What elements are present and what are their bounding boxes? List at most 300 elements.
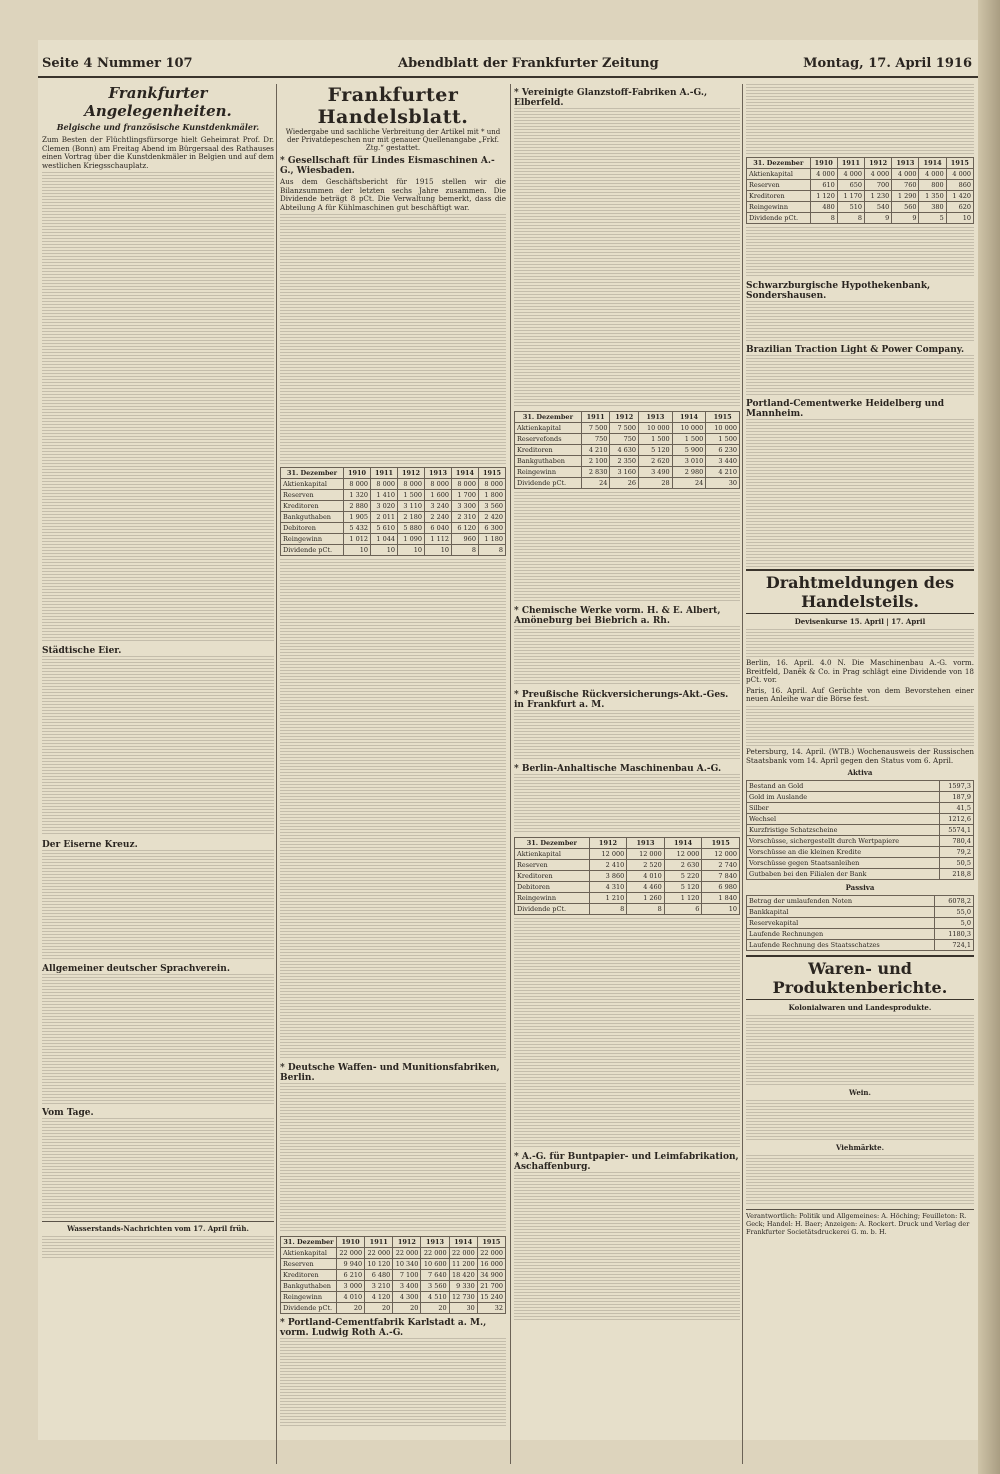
- table-cell: Aktienkapital: [281, 479, 344, 490]
- balance-table-dwm: [280, 1236, 506, 1314]
- table-cell: 3 400: [393, 1281, 421, 1292]
- table-cell: 4 120: [365, 1292, 393, 1303]
- table-cell: Reserven: [281, 490, 344, 501]
- table-cell: 41,5: [939, 803, 973, 814]
- table-cell: 2 740: [702, 860, 740, 871]
- table-header-row: [281, 468, 506, 479]
- table-cell: 1 420: [946, 191, 973, 202]
- table-cell: 20: [365, 1303, 393, 1314]
- table-header-cell: 31. Dezember: [281, 468, 344, 479]
- table-row: [747, 918, 974, 929]
- table-cell: 218,8: [939, 869, 973, 880]
- table-cell: 3 440: [706, 456, 740, 467]
- table-cell: 2 830: [581, 467, 610, 478]
- table-row: [747, 803, 974, 814]
- article-paragraph: Zum Besten der Flüchtlingsfürsorge hielt Geheimrat Prof. Dr. Clemen (Bonn) am Freitag Abend im Bürgersaal des Rathauses einen Vortrag über die Kunstdenkmäler in Belgien und auf dem westlichen Kriegsschauplatz.: [42, 135, 274, 170]
- article-text-block: [514, 108, 740, 408]
- article-heading: Allgemeiner deutscher Sprachverein.: [42, 964, 230, 975]
- table-cell: 34 900: [477, 1270, 505, 1281]
- table-cell: 10: [344, 545, 371, 556]
- table-cell: 55,0: [935, 907, 974, 918]
- table-cell: Debitoren: [515, 882, 590, 893]
- table-cell: 1 700: [451, 490, 478, 501]
- wire-reports-title: Drahtmeldungen des Handelsteils.: [746, 569, 974, 614]
- table-cell: Dividende pCt.: [281, 1303, 337, 1314]
- table-cell: 4 630: [610, 445, 639, 456]
- table-cell: 9 940: [336, 1259, 364, 1270]
- table-header-cell: 1913: [639, 412, 673, 423]
- table-cell: 22 000: [477, 1248, 505, 1259]
- column-rule-1: [276, 84, 277, 1464]
- table-header-cell: 1911: [365, 1237, 393, 1248]
- table-cell: Dividende pCt.: [515, 904, 590, 915]
- table-cell: 510: [837, 202, 864, 213]
- table-row: [281, 512, 506, 523]
- table-cell: Dividende pCt.: [515, 478, 582, 489]
- table-cell: 860: [946, 180, 973, 191]
- wire-berlin: Berlin, 16. April. 4.0 N. Die Maschinenbau A.-G. vorm. Breitfeld, Daněk & Co. in Prag schlägt eine Dividende von 18 pCt. vor.: [746, 658, 974, 685]
- table-cell: 4 510: [421, 1292, 449, 1303]
- table-cell: 21 700: [477, 1281, 505, 1292]
- table-cell: 2 240: [425, 512, 452, 523]
- table-cell: 1 905: [344, 512, 371, 523]
- balance-table-bamag: [514, 837, 740, 915]
- table-cell: Laufende Rechnungen: [747, 929, 935, 940]
- table-row: [747, 814, 974, 825]
- table-cell: 24: [672, 478, 706, 489]
- table-cell: 8 000: [425, 479, 452, 490]
- table-cell: 26: [610, 478, 639, 489]
- table-cell: 10: [371, 545, 398, 556]
- table-header-row: [281, 1237, 506, 1248]
- table-row: [281, 479, 506, 490]
- table-cell: 2 620: [639, 456, 673, 467]
- column-rule-2: [510, 84, 511, 1464]
- table-cell: 2 880: [344, 501, 371, 512]
- table-cell: 1 090: [398, 534, 425, 545]
- table-header-cell: 1912: [610, 412, 639, 423]
- table-header-cell: 1914: [664, 838, 702, 849]
- table-cell: Reingewinn: [515, 467, 582, 478]
- table-cell: Kreditoren: [281, 1270, 337, 1281]
- table-row: [747, 896, 974, 907]
- article-heading: * Berlin-Anhaltische Maschinenbau A.-G.: [514, 764, 722, 774]
- table-cell: 1 012: [344, 534, 371, 545]
- table-cell: 4 010: [627, 871, 665, 882]
- table-header-cell: 1915: [702, 838, 740, 849]
- table-row: [747, 792, 974, 803]
- table-cell: 4 000: [865, 169, 892, 180]
- table-row: [281, 1248, 506, 1259]
- table-cell: Aktienkapital: [281, 1248, 337, 1259]
- table-header-cell: 1913: [425, 468, 452, 479]
- table-cell: 6 120: [451, 523, 478, 534]
- table-header-row: [515, 838, 740, 849]
- table-cell: 800: [919, 180, 946, 191]
- table-cell: 20: [421, 1303, 449, 1314]
- table-cell: Aktienkapital: [515, 849, 590, 860]
- table-header-cell: 1910: [810, 158, 837, 169]
- table-cell: 6 040: [425, 523, 452, 534]
- table-cell: 1 230: [865, 191, 892, 202]
- table-cell: 5 120: [639, 445, 673, 456]
- table-cell: 10: [398, 545, 425, 556]
- table-cell: 5 120: [664, 882, 702, 893]
- table-cell: 10: [702, 904, 740, 915]
- table-cell: 20: [336, 1303, 364, 1314]
- article-text-block: [514, 492, 740, 602]
- table-row: [281, 534, 506, 545]
- table-header-row: [747, 158, 974, 169]
- table-cell: 3 020: [371, 501, 398, 512]
- table-row: [515, 467, 740, 478]
- table-row: [747, 213, 974, 224]
- table-cell: 2 410: [589, 860, 627, 871]
- table-cell: 6 980: [702, 882, 740, 893]
- section-title: Frankfurter Handelsblatt.: [317, 84, 469, 128]
- table-cell: 12 000: [627, 849, 665, 860]
- table-cell: 4 000: [810, 169, 837, 180]
- imprint: Verantwortlich: Politik und Allgemeines: A. Höching; Feuilleton: R. Geck; Handel: H. Baer; Anzeigen: A. Rockert. Druck und Verlag der Frankfurter Societätsdruckerei G. m. b. H.: [746, 1209, 974, 1236]
- table-row: [281, 523, 506, 534]
- staatsbank-passiva: [746, 895, 974, 951]
- table-cell: 12 730: [449, 1292, 477, 1303]
- table-header-cell: 31. Dezember: [515, 838, 590, 849]
- table-row: [281, 501, 506, 512]
- table-cell: Bankguthaben: [281, 1281, 337, 1292]
- table-cell: 12 000: [702, 849, 740, 860]
- exchange-rates-table: [746, 629, 974, 657]
- table-row: [747, 869, 974, 880]
- table-cell: 3 860: [589, 871, 627, 882]
- table-cell: 4 210: [706, 467, 740, 478]
- table-cell: 7 100: [393, 1270, 421, 1281]
- table-cell: 2 350: [610, 456, 639, 467]
- table-row: [515, 893, 740, 904]
- page-header: [38, 54, 978, 78]
- table-cell: 960: [451, 534, 478, 545]
- table-cell: 9: [892, 213, 919, 224]
- table-cell: 5: [919, 213, 946, 224]
- table-cell: 18 420: [449, 1270, 477, 1281]
- table-cell: 3 210: [365, 1281, 393, 1292]
- table-cell: 10 000: [672, 423, 706, 434]
- table-cell: 6 480: [365, 1270, 393, 1281]
- table-cell: 12 000: [589, 849, 627, 860]
- commodity-reports-title: Waren- und Produktenberichte.: [746, 955, 974, 1000]
- table-row: [515, 849, 740, 860]
- column-commerce-2: [514, 84, 740, 1322]
- table-cell: 9: [865, 213, 892, 224]
- table-row: [747, 858, 974, 869]
- column-rule-3: [742, 84, 743, 1464]
- passiva-heading: Passiva: [845, 883, 875, 893]
- table-cell: 4 210: [581, 445, 610, 456]
- table-header-cell: 1911: [371, 468, 398, 479]
- table-cell: 4 000: [919, 169, 946, 180]
- table-header-cell: 1913: [627, 838, 665, 849]
- article-text-block: [514, 626, 740, 686]
- table-cell: 700: [865, 180, 892, 191]
- table-cell: 15 240: [477, 1292, 505, 1303]
- table-cell: 7 840: [702, 871, 740, 882]
- table-cell: 3 560: [421, 1281, 449, 1292]
- paris-rates-table: [746, 706, 974, 746]
- table-row: [747, 169, 974, 180]
- table-cell: 8: [589, 904, 627, 915]
- article-text-block: [746, 301, 974, 341]
- column-commerce-1: [280, 84, 506, 1428]
- table-cell: 7 500: [610, 423, 639, 434]
- table-cell: 750: [610, 434, 639, 445]
- table-cell: Reserven: [515, 860, 590, 871]
- table-cell: 11 200: [449, 1259, 477, 1270]
- article-text-block: [514, 918, 740, 1148]
- table-header-cell: 1914: [672, 412, 706, 423]
- table-cell: Reservekapital: [747, 918, 935, 929]
- table-cell: 10 600: [421, 1259, 449, 1270]
- edition-title: Abendblatt der Frankfurter Zeitung: [398, 56, 659, 71]
- table-cell: 2 011: [371, 512, 398, 523]
- table-cell: 8 000: [398, 479, 425, 490]
- article-heading: * Gesellschaft für Lindes Eismaschinen A.-G., Wiesbaden.: [280, 156, 495, 176]
- balance-table-linde: [280, 467, 506, 556]
- table-cell: 28: [639, 478, 673, 489]
- table-cell: 8: [627, 904, 665, 915]
- table-cell: 20: [393, 1303, 421, 1314]
- wine-heading: Wein.: [849, 1088, 871, 1098]
- table-cell: 1 170: [837, 191, 864, 202]
- table-row: [515, 478, 740, 489]
- table-cell: 1 410: [371, 490, 398, 501]
- table-header-cell: 1911: [581, 412, 610, 423]
- table-cell: 16 000: [477, 1259, 505, 1270]
- table-cell: 22 000: [393, 1248, 421, 1259]
- table-cell: Gold im Auslande: [747, 792, 940, 803]
- article-heading: * Portland-Cementfabrik Karlstadt a. M., vorm. Ludwig Roth A.-G.: [280, 1318, 487, 1339]
- table-header-cell: 1915: [477, 1237, 505, 1248]
- table-cell: 4 460: [627, 882, 665, 893]
- table-row: [515, 860, 740, 871]
- table-cell: Kreditoren: [747, 191, 811, 202]
- table-cell: 9 330: [449, 1281, 477, 1292]
- table-cell: 10: [946, 213, 973, 224]
- table-cell: 4 010: [336, 1292, 364, 1303]
- table-cell: 2 420: [478, 512, 505, 523]
- article-paragraph: Aus dem Geschäftsbericht für 1915 stellen wir die Bilanzsummen der letzten sechs Jahre zusammen. Die Dividende beträgt 8 pCt. Die Verwaltung bemerkt, dass die Abteilung A für Kühlmaschinen gut beschäftigt war.: [280, 177, 506, 212]
- table-cell: 8 000: [344, 479, 371, 490]
- table-cell: 1 120: [810, 191, 837, 202]
- table-row: [515, 871, 740, 882]
- table-cell: 2 630: [664, 860, 702, 871]
- article-text-block: [42, 1118, 274, 1218]
- table-cell: 650: [837, 180, 864, 191]
- table-cell: 1 044: [371, 534, 398, 545]
- table-cell: 8 000: [371, 479, 398, 490]
- table-cell: Reservefonds: [515, 434, 582, 445]
- table-cell: 32: [477, 1303, 505, 1314]
- table-cell: 4 310: [589, 882, 627, 893]
- table-cell: 2 980: [672, 467, 706, 478]
- table-row: [515, 445, 740, 456]
- article-text-block: [280, 1083, 506, 1233]
- table-cell: 760: [892, 180, 919, 191]
- table-cell: 5574,1: [939, 825, 973, 836]
- table-cell: 10 000: [706, 423, 740, 434]
- table-cell: Vorschüsse, sichergestellt durch Wertpapiere: [747, 836, 940, 847]
- table-cell: 620: [946, 202, 973, 213]
- table-cell: 8 000: [451, 479, 478, 490]
- table-row: [515, 904, 740, 915]
- table-cell: 5 432: [344, 523, 371, 534]
- table-header-cell: 1915: [946, 158, 973, 169]
- table-row: [281, 1259, 506, 1270]
- table-cell: 1 500: [639, 434, 673, 445]
- table-cell: 480: [810, 202, 837, 213]
- table-cell: Reingewinn: [515, 893, 590, 904]
- article-heading: Brazilian Traction Light & Power Company.: [746, 345, 965, 355]
- article-text-block: [746, 1015, 974, 1085]
- article-text-block: [42, 974, 274, 1104]
- table-cell: Dividende pCt.: [747, 213, 811, 224]
- table-cell: 30: [449, 1303, 477, 1314]
- table-cell: Reingewinn: [281, 534, 344, 545]
- column-commerce-3: [746, 84, 974, 1236]
- table-header-cell: 1911: [837, 158, 864, 169]
- article-text-block: [746, 227, 974, 277]
- table-cell: 1 500: [398, 490, 425, 501]
- table-cell: Betrag der umlaufenden Noten: [747, 896, 935, 907]
- article-text-block: [746, 1100, 974, 1140]
- table-row: [747, 929, 974, 940]
- table-cell: Silber: [747, 803, 940, 814]
- aktiva-heading: Aktiva: [847, 768, 873, 778]
- table-cell: 24: [581, 478, 610, 489]
- table-cell: Vorschüsse gegen Staatsanleihen: [747, 858, 940, 869]
- article-text-block: [280, 1338, 506, 1428]
- table-cell: Vorschüsse an die kleinen Kredite: [747, 847, 940, 858]
- table-row: [747, 202, 974, 213]
- table-cell: 12 000: [664, 849, 702, 860]
- table-cell: 750: [581, 434, 610, 445]
- table-cell: 1 320: [344, 490, 371, 501]
- table-cell: 3 000: [336, 1281, 364, 1292]
- table-cell: Bankguthaben: [515, 456, 582, 467]
- table-cell: Bankguthaben: [281, 512, 344, 523]
- table-row: [515, 456, 740, 467]
- table-cell: Gutbaben bei den Filialen der Bank: [747, 869, 940, 880]
- table-cell: 1180,3: [935, 929, 974, 940]
- table-cell: 2 100: [581, 456, 610, 467]
- water-level-heading: Wasserstands-Nachrichten vom 17. April früh.: [42, 1221, 274, 1233]
- table-cell: Bankkapital: [747, 907, 935, 918]
- table-cell: 10 340: [393, 1259, 421, 1270]
- table-cell: 1 260: [627, 893, 665, 904]
- table-cell: Reserven: [281, 1259, 337, 1270]
- table-row: [747, 940, 974, 951]
- table-cell: 4 000: [837, 169, 864, 180]
- article-heading: Portland-Cementwerke Heidelberg und Mannheim.: [746, 399, 945, 419]
- table-cell: Bestand an Gold: [747, 781, 940, 792]
- article-heading: * Preußische Rückversicherungs-Akt.-Ges. in Frankfurt a. M.: [514, 690, 729, 710]
- table-row: [515, 434, 740, 445]
- table-cell: 780,4: [939, 836, 973, 847]
- table-cell: 1 840: [702, 893, 740, 904]
- table-cell: 1 500: [706, 434, 740, 445]
- table-cell: 5 610: [371, 523, 398, 534]
- table-cell: 3 010: [672, 456, 706, 467]
- table-cell: Laufende Rechnung des Staatsschatzes: [747, 940, 935, 951]
- table-row: [747, 825, 974, 836]
- table-cell: 1 120: [664, 893, 702, 904]
- table-cell: 22 000: [365, 1248, 393, 1259]
- table-cell: 5 220: [664, 871, 702, 882]
- article-heading: Städtische Eier.: [42, 646, 122, 657]
- newspaper-page: [38, 40, 978, 1440]
- article-heading: * Deutsche Waffen- und Munitionsfabriken, Berlin.: [280, 1063, 500, 1084]
- table-header-cell: 1912: [865, 158, 892, 169]
- table-cell: 3 240: [425, 501, 452, 512]
- table-cell: 4 000: [892, 169, 919, 180]
- water-level-table: [42, 1236, 274, 1260]
- balance-table-glanzstoff: [514, 411, 740, 489]
- article-text-block: [746, 419, 974, 569]
- table-cell: 5 900: [672, 445, 706, 456]
- table-cell: 30: [706, 478, 740, 489]
- table-cell: 1 290: [892, 191, 919, 202]
- article-heading: Schwarzburgische Hypothekenbank, Sondershausen.: [746, 281, 931, 301]
- article-heading: Vom Tage.: [42, 1108, 94, 1119]
- table-cell: 22 000: [449, 1248, 477, 1259]
- table-cell: 10 000: [639, 423, 673, 434]
- table-cell: 22 000: [421, 1248, 449, 1259]
- table-cell: 1 180: [478, 534, 505, 545]
- table-cell: Kreditoren: [281, 501, 344, 512]
- table-header-cell: 1914: [919, 158, 946, 169]
- table-cell: 2 180: [398, 512, 425, 523]
- page-edge: [978, 0, 1000, 1474]
- article-heading: * Chemische Werke vorm. H. & E. Albert, Amöneburg bei Biebrich a. Rh.: [514, 606, 721, 626]
- table-cell: 610: [810, 180, 837, 191]
- table-cell: Kreditoren: [515, 445, 582, 456]
- balance-table-col4: [746, 157, 974, 224]
- table-header-cell: 1914: [449, 1237, 477, 1248]
- table-cell: Wechsel: [747, 814, 940, 825]
- table-cell: 6 210: [336, 1270, 364, 1281]
- table-row: [747, 847, 974, 858]
- article-subtitle: Belgische und französische Kunstdenkmäler.: [56, 122, 260, 132]
- table-cell: 1 800: [478, 490, 505, 501]
- table-header-cell: 1915: [706, 412, 740, 423]
- article-text-block: [42, 172, 274, 642]
- table-cell: Kurzfristige Schatzscheine: [747, 825, 940, 836]
- table-cell: 6 300: [478, 523, 505, 534]
- table-header-row: [515, 412, 740, 423]
- table-row: [747, 781, 974, 792]
- table-header-cell: 1913: [892, 158, 919, 169]
- table-row: [281, 1270, 506, 1281]
- article-text-block: [746, 84, 974, 154]
- table-header-cell: 1912: [393, 1237, 421, 1248]
- table-header-cell: 1914: [451, 468, 478, 479]
- table-cell: 3 110: [398, 501, 425, 512]
- article-text-block: [280, 214, 506, 464]
- table-row: [747, 180, 974, 191]
- table-cell: 3 490: [639, 467, 673, 478]
- table-cell: 1 600: [425, 490, 452, 501]
- table-cell: 79,2: [939, 847, 973, 858]
- article-text-block: [514, 1172, 740, 1322]
